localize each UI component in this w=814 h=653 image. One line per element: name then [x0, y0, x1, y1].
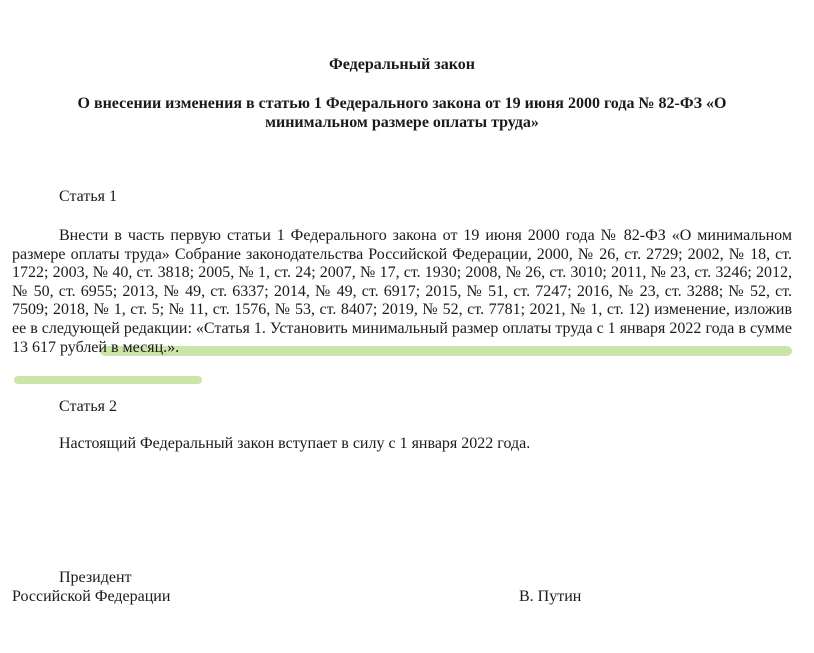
highlight-mark-line-1 [100, 346, 792, 356]
signature-position-line-1: Президент [59, 569, 132, 586]
highlighted-amendment: Статья 1. Установить минимальный размер оплаты труда с 1 января 2022 года в сумме 13 617 рублей в месяц. [12, 319, 792, 356]
signature-position [12, 568, 170, 606]
article-1-text: Внести в часть первую статьи 1 Федерального закона от 19 июня 2000 года № 82-ФЗ «О минимальном размере оплаты труда» Собрание законодательства Российской Федерации, 2000, № 26, ст. 2729; 2002, № 18, ст. 1722; 2003, № 40, ст. 3818; 2005, № 1, ст. 24; 2007, № 17, ст. 1930; 2008, № 26, ст. 3010; 2011, № 23, ст. 3246; 2012, № 50, ст. 6955; 2013, № 49, ст. 6337; 2014, № 49, ст. 6917; 2015, № 51, ст. 7247; 2016, № 23, ст. 3288; № 52, ст. 7509; 2018, № 1, ст. 5; № 11, ст. 1576, № 53, ст. 8407; 2019, № 52, ст. 7781; 2021, № 1, ст. 12) изменение, изложив ее в следующей редакции: « [12, 227, 792, 337]
article-2-heading: Статья 2 [59, 398, 117, 415]
article-1-body [12, 227, 792, 357]
highlight-mark-line-2 [14, 376, 202, 384]
article-2-text: Настоящий Федеральный закон вступает в силу с 1 января 2022 года. [59, 435, 531, 452]
document-subtitle [12, 94, 792, 132]
law-document [12, 0, 792, 653]
document-title: Федеральный закон [329, 56, 475, 73]
signature-name: В. Путин [519, 588, 582, 605]
subtitle-line-1: О внесении изменения в статью 1 Федерального закона от 19 июня 2000 года № 82-ФЗ «О [77, 95, 727, 112]
subtitle-line-2: минимальном размере оплаты труда» [265, 114, 539, 131]
article-2-body [12, 435, 792, 454]
signature-position-line-2: Российской Федерации [12, 588, 171, 605]
article-1-text-end: ». [167, 338, 180, 356]
article-1-heading: Статья 1 [59, 188, 117, 205]
